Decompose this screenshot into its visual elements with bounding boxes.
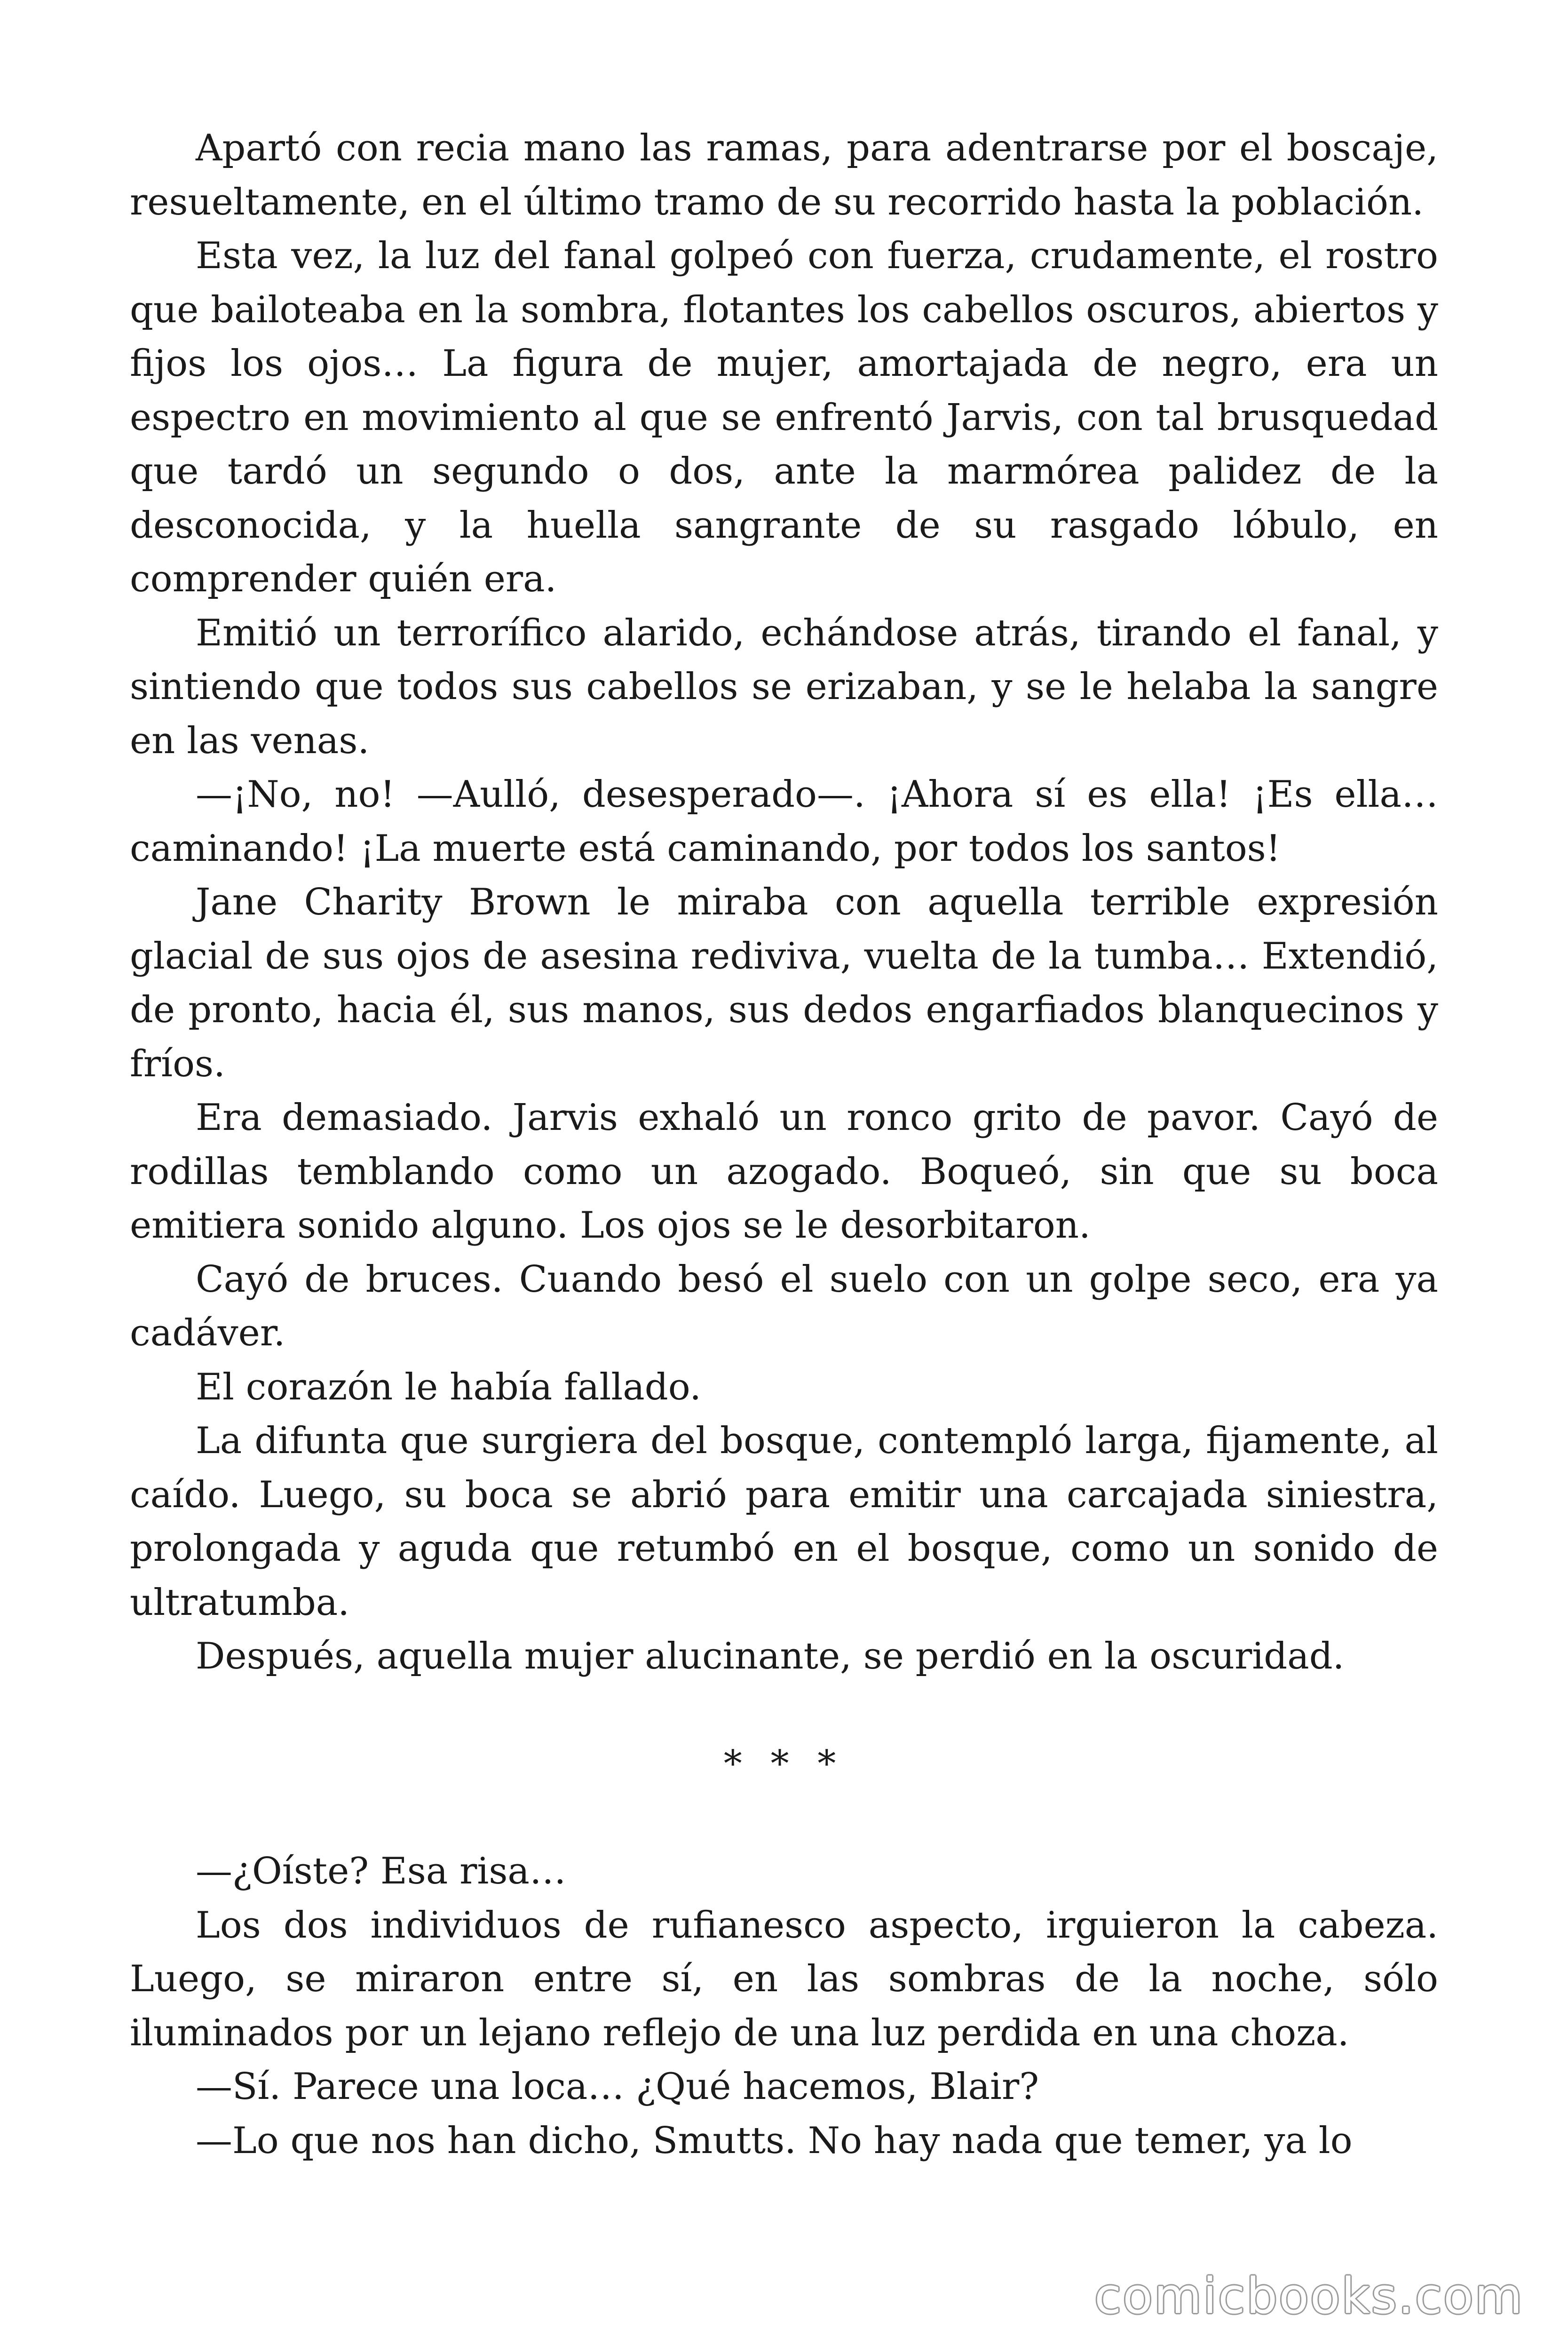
paragraph: —¡No, no! —Aulló, desesperado—. ¡Ahora sí es ella! ¡Es ella… caminando! ¡La muerte está caminando, por todos los santos! — [130, 773, 1438, 870]
watermark: comicbooks.com — [1094, 2267, 1524, 2325]
paragraph: Apartó con recia mano las ramas, para adentrarse por el boscaje, resueltamente, en el último tramo de su recorrido hasta la población. — [130, 127, 1438, 223]
paragraph: Emitió un terrorífico alarido, echándose atrás, tirando el fanal, y sintiendo que todos sus cabellos se erizaban, y se le helaba la sangre en las venas. — [130, 612, 1438, 762]
paragraph: Los dos individuos de rufianesco aspecto, irguieron la cabeza. Luego, se miraron entre sí, en las sombras de la noche, sólo iluminados por un lejano reflejo de una luz perdida en una choza. — [130, 1904, 1438, 2054]
paragraph: Cayó de bruces. Cuando besó el suelo con un golpe seco, era ya cadáver. — [130, 1258, 1438, 1354]
paragraph: Era demasiado. Jarvis exhaló un ronco grito de pavor. Cayó de rodillas temblando como un azogado. Boqueó, sin que su boca emitiera sonido alguno. Los ojos se le desorbitaron. — [130, 1097, 1438, 1247]
paragraph: —Sí. Parece una loca… ¿Qué hacemos, Blair? — [196, 2066, 1039, 2108]
paragraph: Jane Charity Brown le miraba con aquella terrible expresión glacial de sus ojos de asesina rediviva, vuelta de la tumba… Extendió, de pronto, hacia él, sus manos, sus dedos engarfiados blanquecinos y fríos. — [130, 881, 1438, 1085]
scene-break: * * * — [723, 1742, 845, 1785]
paragraph: —¿Oíste? Esa risa… — [196, 1850, 566, 1892]
paragraph: Después, aquella mujer alucinante, se perdió en la oscuridad. — [196, 1635, 1345, 1677]
paragraph: El corazón le había fallado. — [196, 1366, 702, 1408]
paragraph: Esta vez, la luz del fanal golpeó con fuerza, crudamente, el rostro que bailoteaba en la sombra, flotantes los cabellos oscuros, abiertos y fijos los ojos… La figura de mujer, amortajada de negro, era un espectro en movimiento al que se enfrentó Jarvis, con tal brusquedad que tardó un segundo o dos, ante la marmórea palidez de la desconocida, y la huella sangrante de su rasgado lóbulo, en comprender quién era. — [130, 235, 1438, 600]
paragraph: —Lo que nos han dicho, Smutts. No hay nada que temer, ya lo — [196, 2119, 1353, 2162]
page-text — [130, 121, 1438, 2168]
paragraph: La difunta que surgiera del bosque, contempló larga, fijamente, al caído. Luego, su boca se abrió para emitir una carcajada siniestra, prolongada y aguda que retumbó en el bosque, como un sonido de ultratumba. — [130, 1420, 1438, 1624]
